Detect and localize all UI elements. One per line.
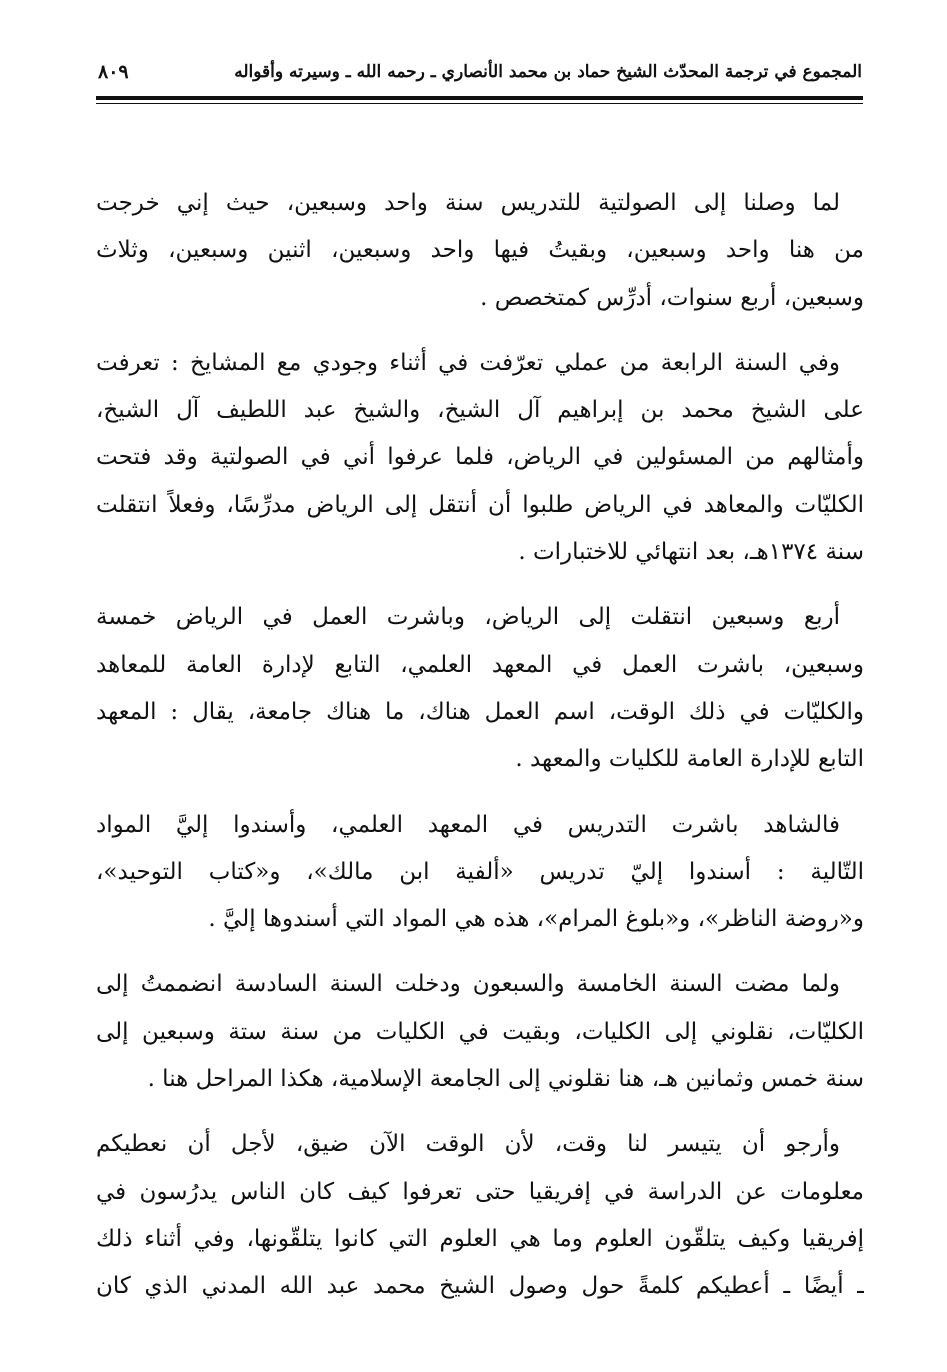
text-line: وسبعين، باشرت العمل في المعهد العلمي، التابع لإدارة العامة للمعاهد	[96, 651, 864, 678]
text-line: وسبعين، أربع سنوات، أدرِّس كمتخصص .	[480, 284, 864, 311]
text-line: سنة ١٣٧٤هـ، بعد انتهائي للاختبارات .	[518, 539, 864, 566]
text-line: ولما مضت السنة الخامسة والسبعون ودخلت السنة السادسة انضممتُ إلى	[96, 971, 840, 998]
paragraph-1	[96, 180, 864, 322]
text-line: ـ أيضًا ـ أعطيكم كلمةً حول وصول الشيخ محمد عبد الله المدني الذي كان	[96, 1273, 864, 1300]
paragraph-3	[96, 594, 864, 783]
page-number: ٨٠٩	[98, 61, 129, 83]
running-header	[98, 52, 862, 92]
text-line: معلومات عن الدراسة في إفريقيا حتى تعرفوا كيف كان الناس يدرُسون في	[96, 1178, 864, 1205]
text-line: و«روضة الناظر»، و«بلوغ المرام»، هذه هي المواد التي أسندوها إليَّ .	[208, 906, 864, 933]
text-line: وأرجو أن يتيسر لنا وقت، لأن الوقت الآن ضيق، لأجل أن نعطيكم	[96, 1131, 840, 1158]
paragraph-5	[96, 961, 864, 1103]
header-rule-thin	[96, 103, 863, 104]
text-line: لما وصلنا إلى الصولتية للتدريس سنة واحد وسبعين، حيث إني خرجت	[96, 190, 840, 216]
text-line: فالشاهد باشرت التدريس في المعهد العلمي، وأسندوا إليَّ المواد	[96, 811, 840, 838]
text-line: أربع وسبعين انتقلت إلى الرياض، وباشرت العمل في الرياض خمسة	[96, 604, 840, 631]
text-line: من هنا واحد وسبعين، وبقيتُ فيها واحد وسبعين، اثنين وسبعين، وثلاث	[96, 237, 864, 264]
paragraph-2	[96, 340, 864, 576]
text-line: إفريقيا وكيف يتلقّون العلوم وما هي العلوم التي كانوا يتلقّونها، وفي أثناء ذلك	[96, 1225, 864, 1252]
text-line: الكليّات، نقلوني إلى الكليات، وبقيت في الكليات من سنة ستة وسبعين إلى	[96, 1018, 864, 1045]
text-line: وأمثالهم من المسئولين في الرياض، فلما عرفوا أني في الصولتية وقد فتحت	[96, 444, 864, 471]
text-line: الكليّات والمعاهد في الرياض طلبوا أن أنتقل إلى الرياض مدرِّسًا، وفعلاً انتقلت	[96, 491, 864, 518]
text-line: والكليّات في ذلك الوقت، اسم العمل هناك، ما هناك جامعة، يقال : المعهد	[96, 698, 864, 725]
text-line: سنة خمس وثمانين هـ، هنا نقلوني إلى الجامعة الإسلامية، هكذا المراحل هنا .	[147, 1066, 864, 1093]
text-line: وفي السنة الرابعة من عملي تعرّفت في أثناء وجودي مع المشايخ : تعرفت	[96, 349, 840, 376]
body-text	[96, 180, 864, 1329]
running-header-title: المجموع في ترجمة المحدّث الشيخ حماد بن محمد الأنصاري ـ رحمه الله ـ وسيرته وأقواله	[234, 62, 862, 82]
paragraph-4	[96, 802, 864, 944]
text-line: التّالية : أسندوا إليّ تدريس «ألفية ابن مالك»، و«كتاب التوحيد»،	[96, 858, 864, 885]
paragraph-6	[96, 1121, 864, 1310]
header-rule-thick	[96, 96, 863, 100]
text-line: التابع للإدارة العامة للكليات والمعهد .	[515, 746, 864, 773]
text-line: على الشيخ محمد بن إبراهيم آل الشيخ، والشيخ عبد اللطيف آل الشيخ،	[96, 397, 864, 424]
